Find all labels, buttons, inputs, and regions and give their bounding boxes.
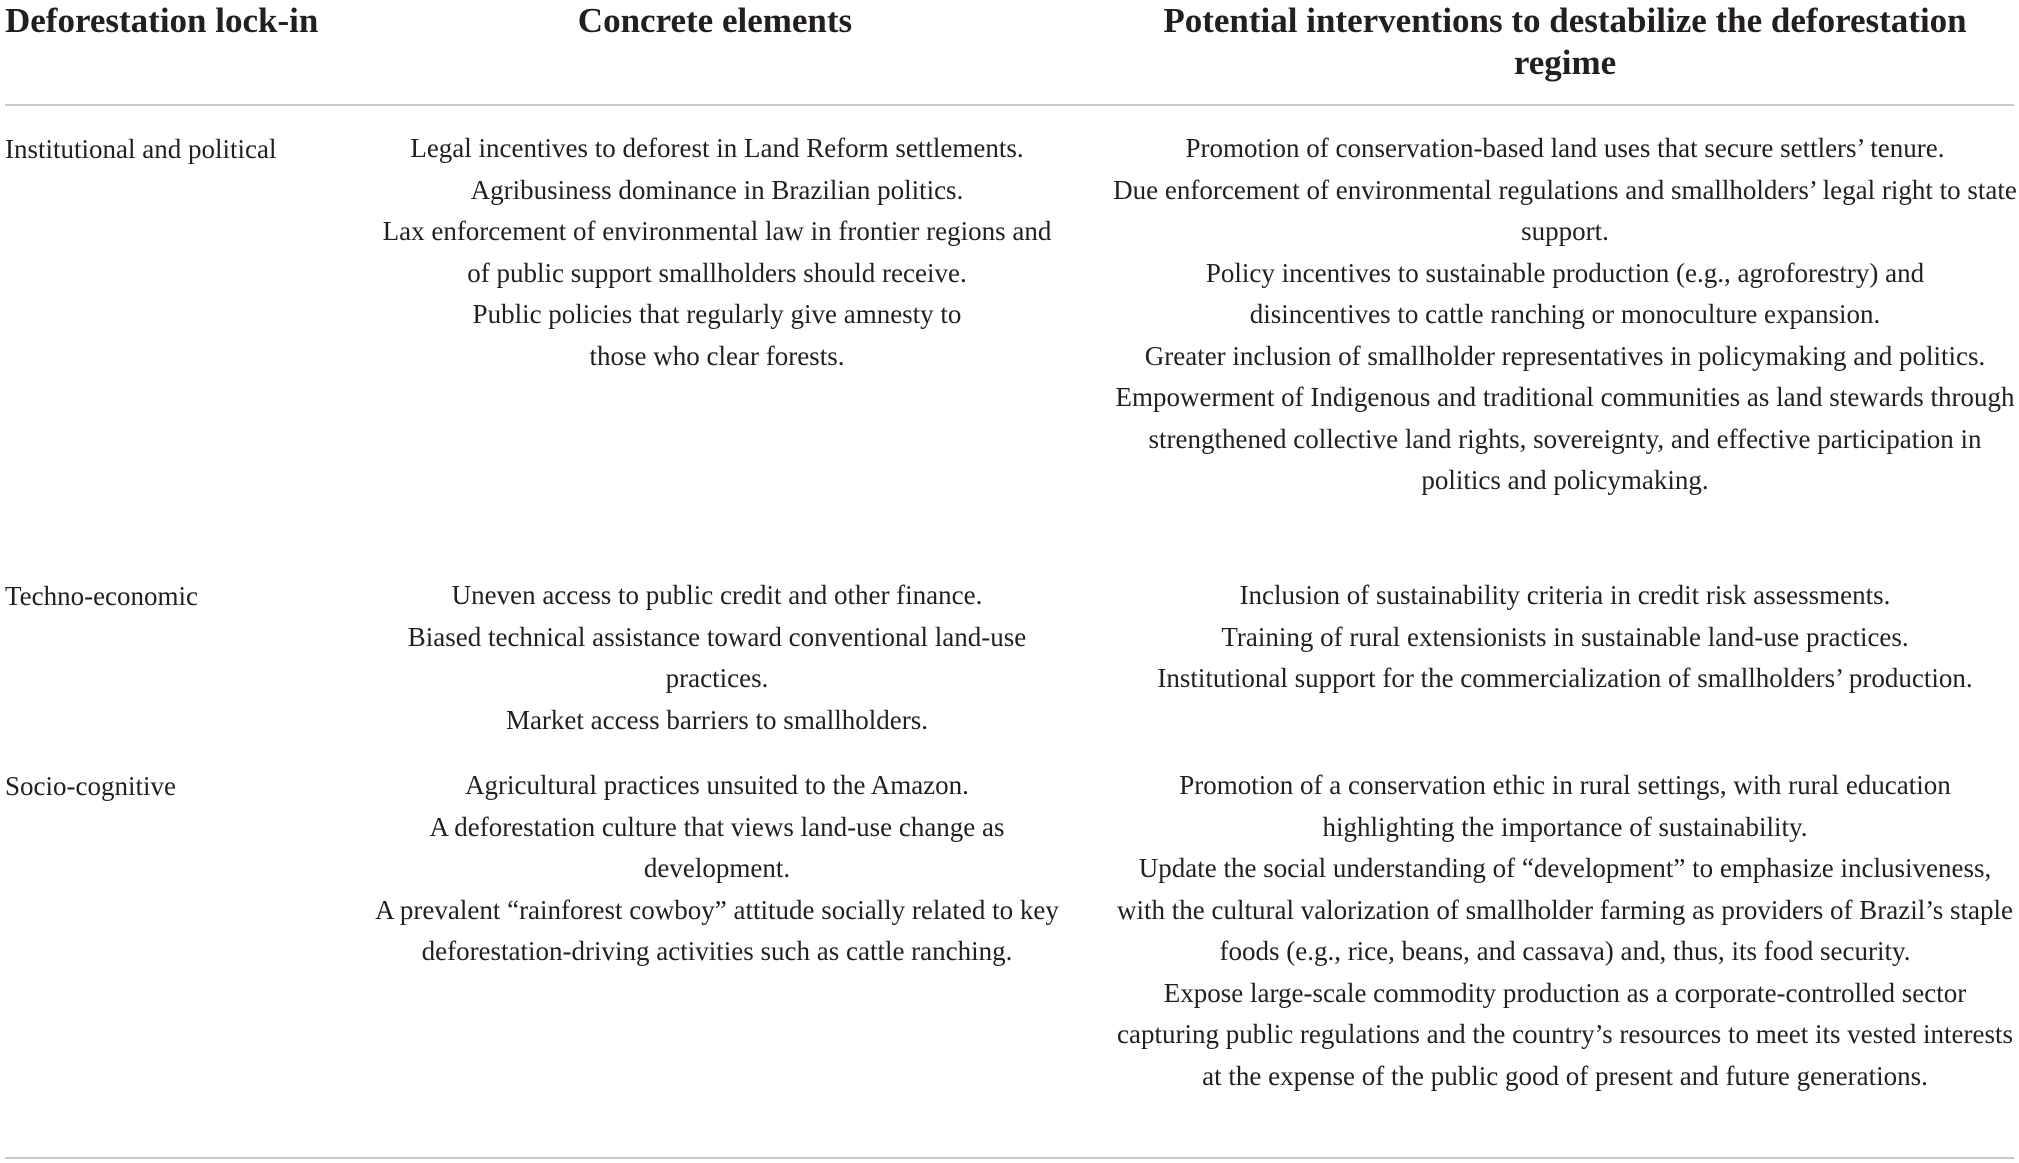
intervention-item: Inclusion of sustainability criteria in credit risk assessments. xyxy=(1239,580,1891,610)
intervention-item: Expose large-scale commodity production as a corporate-controlled sector capturing public regulations and the country’s resources to meet its vested interests at the expense of the public good of present and future generations. xyxy=(1116,977,2013,1091)
element-item: Public policies that regularly give amnesty to those who clear forests. xyxy=(472,299,962,371)
interventions-cell xyxy=(1113,575,2017,700)
concrete-elements-cell xyxy=(367,765,1067,973)
header-lockin: Deforestation lock-in xyxy=(5,1,319,40)
header-concrete-elements: Concrete elements xyxy=(577,1,853,40)
element-item: Biased technical assistance toward conventional land-use practices. xyxy=(407,621,1027,693)
element-item: Agricultural practices unsuited to the Amazon. xyxy=(465,770,969,800)
element-item: Agribusiness dominance in Brazilian politics. xyxy=(470,174,964,205)
intervention-item: Promotion of a conservation ethic in rural settings, with rural education highlighting the importance of sustainability. xyxy=(1179,770,1951,842)
table-header xyxy=(5,0,2014,106)
row-category: Institutional and political xyxy=(5,134,277,164)
concrete-elements-cell xyxy=(367,128,1067,377)
element-item: A deforestation culture that views land-use change as development. xyxy=(429,811,1005,883)
intervention-item: Greater inclusion of smallholder representatives in policymaking and politics. xyxy=(1144,340,1986,371)
element-item: Uneven access to public credit and other finance. xyxy=(451,580,983,610)
row-category: Socio-cognitive xyxy=(5,771,176,801)
intervention-item: Due enforcement of environmental regulations and smallholders’ legal right to state support. xyxy=(1113,174,2017,246)
interventions-cell xyxy=(1113,128,2017,502)
intervention-item: Policy incentives to sustainable production (e.g., agroforestry) and disincentives to cattle ranching or monoculture expansion. xyxy=(1205,257,1925,329)
intervention-item: Promotion of conservation-based land uses that secure settlers’ tenure. xyxy=(1185,133,1945,163)
element-item: Legal incentives to deforest in Land Reform settlements. xyxy=(410,133,1024,163)
header-interventions: Potential interventions to destabilize the deforestation regime xyxy=(1163,1,1967,82)
row-category: Techno-economic xyxy=(5,581,199,611)
table-bottom-rule xyxy=(5,1157,2014,1159)
interventions-cell xyxy=(1113,765,2017,1097)
element-item: Lax enforcement of environmental law in frontier regions and of public support smallholders should receive. xyxy=(382,216,1052,288)
element-item: Market access barriers to smallholders. xyxy=(505,704,929,735)
intervention-item: Institutional support for the commercialization of smallholders’ production. xyxy=(1157,663,1973,693)
deforestation-table xyxy=(5,0,2017,1091)
intervention-item: Update the social understanding of “development” to emphasize inclusiveness, with the cultural valorization of smallholder farming as providers of Brazil’s staple foods (e.g., rice, beans, and cassava) and, thus, its food security. xyxy=(1117,853,2013,966)
intervention-item: Training of rural extensionists in sustainable land-use practices. xyxy=(1221,621,1909,652)
concrete-elements-cell xyxy=(367,575,1067,741)
intervention-item: Empowerment of Indigenous and traditional communities as land stewards through strengthened collective land rights, sovereignty, and effective participation in politics and policymaking. xyxy=(1115,382,2015,495)
element-item: A prevalent “rainforest cowboy” attitude socially related to key deforestation-driving activities such as cattle ranching. xyxy=(375,894,1059,966)
